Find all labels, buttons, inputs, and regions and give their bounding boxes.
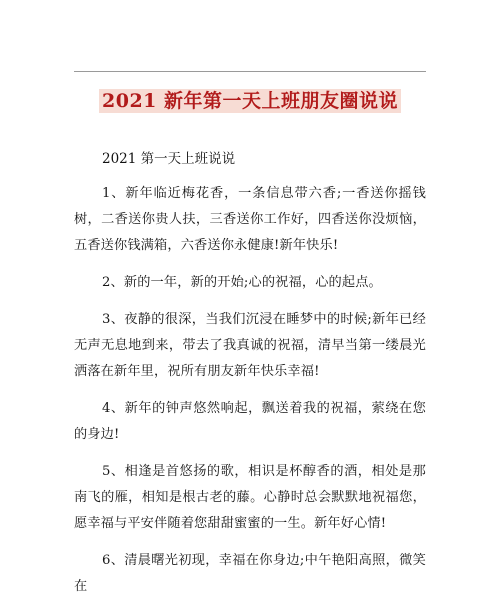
document-title-text: 2021 新年第一天上班朋友圈说说	[99, 89, 401, 113]
paragraph-3: 3、夜静的很深，当我们沉浸在睡梦中的时候;新年已经无声无息地到来，带去了我真诚的祝福，清早当第一缕晨光洒落在新年里，祝所有朋友新年快乐幸福!	[74, 312, 426, 379]
paragraph-6: 6、清晨曙光初现，幸福在你身边;中午艳阳高照，微笑在	[74, 553, 426, 594]
document-body	[74, 181, 426, 611]
paragraph-1: 1、新年临近梅花香，一条信息带六香;一香送你摇钱树，二香送你贵人扶，三香送你工作好，四香送你没烦恼，五香送你钱满箱，六香送你永健康!新年快乐!	[74, 186, 426, 253]
paragraph-4: 4、新年的钟声悠然响起，飘送着我的祝福，萦绕在您的身边!	[74, 401, 426, 442]
document-subtitle: 2021 第一天上班说说	[102, 151, 236, 167]
paragraph-5: 5、相逢是首悠扬的歌，相识是杯醇香的酒，相处是那南飞的雁，相知是根古老的藤。心静时总会默默地祝福您，愿幸福与平安伴随着您甜甜蜜蜜的一生。新年好心情!	[74, 464, 426, 531]
document-title	[0, 88, 500, 114]
paragraph-2: 2、新的一年，新的开始;心的祝福，心的起点。	[102, 275, 382, 290]
header-rule	[74, 71, 426, 72]
